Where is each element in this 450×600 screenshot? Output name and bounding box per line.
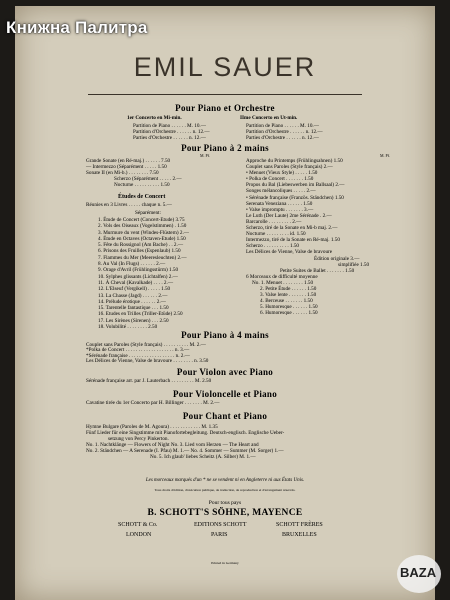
list-item: • Valse impromptu . . . . . . . 3.— — [246, 206, 314, 213]
list-item: Serenata Veneziana . . . . . . 1.50 — [246, 200, 313, 207]
footer-pour-tous: Pour tous pays — [208, 500, 242, 506]
list-item: 2. Petite Étude . . . . . . 1.50 — [260, 285, 317, 292]
list-item: Propos du Bal (Liebeswerben im Ballsaal) 2.— — [246, 182, 345, 189]
concerto1-list — [133, 123, 210, 141]
list-item: 9. Orage d'Avril (Frühlingsstürm) 1.50 — [98, 267, 179, 274]
footer-note: Les morceaux marqués d'un * ne se vendent ni en Angleterre ni aux États Unis. — [145, 478, 305, 483]
section-title-piano2: Pour Piano à 2 mains — [181, 143, 269, 153]
logo-icon: BAZA — [400, 565, 437, 580]
etudes-sub: Réunies en 3 Livres . . . . . chaque n. 5.— — [86, 202, 172, 208]
list-item: Approche du Printemps (Frühlingsahnen) 1.50 — [246, 158, 343, 164]
list-item: Partition de Piano . . . . . . M. 10.— — [133, 123, 206, 129]
list-item: *Polka de Concert . . . . . . . . . . . . . . . . . . . n. 3.— — [86, 347, 190, 354]
list-item: 7. Flammes du Mer (Meeresleuchten) 2.— — [98, 254, 187, 261]
list-item: 17. Les Sirènes (Sirenen) . . . 2.50 — [98, 317, 169, 324]
list-item: Intermezzo, tiré de la Sonate en Ré-maj. 1.50 — [246, 237, 340, 244]
list-item: • Polka de Concert . . . . . . . 1.50 — [246, 176, 314, 183]
list-item: Partition d'Orchestre . . . . . . n. 12.— — [133, 129, 210, 135]
concerto1-title: 1er Concerto en Mi-min. — [127, 115, 182, 121]
concerto2-title: IIme Concerto en Ut-min. — [240, 115, 298, 121]
firm-london: SCHOTT & Co. — [118, 522, 158, 528]
list-item: 4. Berceuse . . . . . . . 1.50 — [260, 298, 313, 305]
list-item: Parties d'Orchestre . . . . . . n. 12.— — [133, 135, 206, 141]
printed-in: Printed in Germany — [211, 561, 239, 565]
etudes-title: Études de Concert — [118, 194, 166, 200]
list-item: 2. Vols des Oiseaux (Vogelstimmen) . 1.50 — [98, 223, 187, 230]
list-item: 5. Fête du Rossignol (Am Bache) . . 2.— — [98, 242, 184, 249]
list-item: Grande Sonate (en Ré-maj.) . . . . . . 7.50 — [86, 158, 171, 164]
list-item: Nocturne . . . . . . . . . . 1.50 — [114, 182, 170, 188]
list-item: No. 2. Ständchen — A Serenade (I. Pfau) M. 1.— No. 4. Sommer — Summer (M. Sorger) 1.— — [86, 448, 284, 454]
list-item: setzung von Percy Pinkerton. — [108, 436, 169, 442]
list-item: 6 Morceaux de difficulté moyenne — [246, 273, 318, 280]
etudes-list — [98, 217, 189, 330]
list-item: Les Délices de Vienne, Valse de bravoure — [246, 249, 333, 256]
list-item: — Intermezzo (Séparément . . . . . 1.50 — [86, 164, 167, 170]
list-item: 14. Prélude érotique . . . . . . 2.— — [98, 298, 166, 305]
list-item: 6. Prisons des Fruilles (Espenlaub) 1.50 — [98, 248, 181, 255]
list-item: Barcarolle . . . . . . . . . 2.— — [246, 218, 302, 225]
list-item: 15. Tarentelle fantastique . . . 1.50 — [98, 305, 169, 312]
firm-brussels: SCHOTT FRÈRES — [276, 522, 323, 528]
section-title-violin: Pour Violon avec Piano — [176, 367, 274, 377]
list-item: 3. Valse lente . . . . . . . 1.50 — [260, 292, 317, 299]
list-item: 10. Sylphes glissants (Lichtalfen) 2.— — [98, 273, 178, 280]
cello-item: Cavatine tirée du 1er Concerto par H. Billinger . . . . . . . M. 2.— — [86, 400, 220, 406]
list-item: Couplet sans Paroles (Style français) . . . . . . . . . . M. 2.— — [86, 342, 206, 348]
list-item: Le Luth (Der Laute) 2me Sérénade . 2.— — [246, 212, 332, 219]
list-item: Sonate II (en Mi-b.) . . . . . . . . 7.50 — [86, 170, 159, 176]
price-header: M. Pf. — [200, 153, 211, 158]
list-item: Édition originale 3.— — [314, 255, 360, 262]
piano2-left-list — [86, 158, 182, 188]
list-item: 1. Étude de Concert (Concert-Etude) 3.75 — [98, 217, 185, 223]
list-item: Scherzo . . . . . . . . . . 1.50 — [246, 243, 300, 250]
list-item: 16. Etudes en Trilles (Triller-Etüde) 2.50 — [98, 311, 183, 318]
list-item: Petite Suites de Ballet . . . . . . . 1.50 — [280, 267, 355, 274]
list-item: *Sérénade française . . . . . . . . . . . . . . . . . . n. 2.— — [86, 352, 190, 359]
footer-rights: Tous droits d'édition, d'exécution publique, de traduction, de reproduction et d'arrangement réservés. — [154, 488, 296, 492]
list-item: Les Délices de Vienne, Valse de bravoure . . . . . . . . n. 3.50 — [86, 358, 209, 365]
etudes-separately: Séparément: — [135, 210, 161, 216]
list-item: 8. Au Val (In Flugs) . . . . . . 2.— — [98, 261, 166, 268]
list-item: Songes mélancoliques . . . . . 2.— — [246, 188, 316, 195]
list-item: Partition de Piano . . . . . . M. 10.— — [246, 123, 319, 129]
divider — [88, 94, 362, 95]
list-item: 18. Volubilité . . . . . . . . 2.50 — [98, 324, 158, 331]
list-item: 3. Murmure du vent (Windes-Flüstern) 2.— — [98, 229, 189, 236]
concerto2-list — [246, 123, 323, 141]
list-item: Hymne Bulgare (Paroles de M. Agoura) . . . . . . . . . . . . M. 1.35 — [86, 424, 218, 430]
list-item: simplifiée 1.50 — [338, 261, 370, 268]
watermark-text: Книжна Палитра — [6, 18, 148, 37]
list-item: 13. La Chasse (Jagd) . . . . . . 2.— — [98, 292, 168, 299]
list-item: 12. L'Elseuf (Vergikell) . . . . . 1.50 — [98, 286, 171, 293]
violin-item: Sérénade française arr. par J. Lauterbach . . . . . . . . . M. 2.50 — [86, 378, 212, 384]
list-item: No. 1. Nachtklänge — Flowers of Night No. 3. Lied vom Herzen — The Heart and — [86, 442, 259, 448]
list-item: Fünf Lieder für eine Singstimme mit Pianofortebegleitung. Deutsch-englisch. Englische Ueber- — [86, 430, 285, 436]
section-title-voice: Pour Chant et Piano — [182, 411, 268, 421]
list-item: Scherzo (Séparément . . . . . 2.— — [114, 176, 182, 182]
list-item: 5. Humoresque . . . . . . 1.50 — [260, 304, 318, 311]
list-item: 11. À Cheval (Kavalkade) . . . . 2.— — [98, 279, 174, 286]
section-title-orchestra: Pour Piano et Orchestre — [175, 103, 275, 113]
section-title-piano4: Pour Piano à 4 mains — [181, 330, 269, 340]
price-header: M. Pf. — [380, 153, 391, 158]
city-london: LONDON — [126, 532, 152, 538]
list-item: Scherzo, tiré de la Sonate en Mi-b maj. 2.— — [246, 225, 338, 232]
composer-name: EMIL SAUER — [133, 52, 317, 82]
list-item: • Sérénade française (Französ. Ständchen) 1.50 — [246, 194, 344, 201]
list-item: Partition d'Orchestre . . . . . . n. 12.— — [246, 129, 323, 135]
piano4-list — [86, 343, 208, 365]
city-brussels: BRUXELLES — [282, 532, 317, 538]
list-item: No. 1. Menuet . . . . . . . . 1.50 — [252, 279, 314, 286]
publisher-name: B. SCHOTT'S SÖHNE, MAYENCE — [147, 508, 303, 518]
list-item: Nocturne . . . . . . . . . id. 1.50 — [246, 231, 306, 238]
list-item: Parties d'Orchestre . . . . . . n. 12.— — [246, 135, 319, 141]
section-title-cello: Pour Violoncelle et Piano — [172, 389, 278, 399]
list-item: • Menuet (Vieux Style) . . . . . 1.50 — [246, 170, 318, 177]
firm-paris: EDITIONS SCHOTT — [194, 522, 247, 528]
list-item: No. 5. Ich glaub' liebes Scheitz (A. Silber) M. 1.— — [150, 454, 256, 460]
list-item: 4. Étude en Octaves (Octaven-Etude) 1.50 — [98, 235, 186, 242]
city-paris: PARIS — [211, 532, 228, 538]
list-item: Couplet sans Paroles (Style français) 2.— — [246, 164, 333, 171]
piano2-right-list — [246, 158, 369, 316]
list-item: 6. Humoresque . . . . . . 1.50 — [260, 310, 318, 317]
voice-list — [86, 424, 284, 460]
